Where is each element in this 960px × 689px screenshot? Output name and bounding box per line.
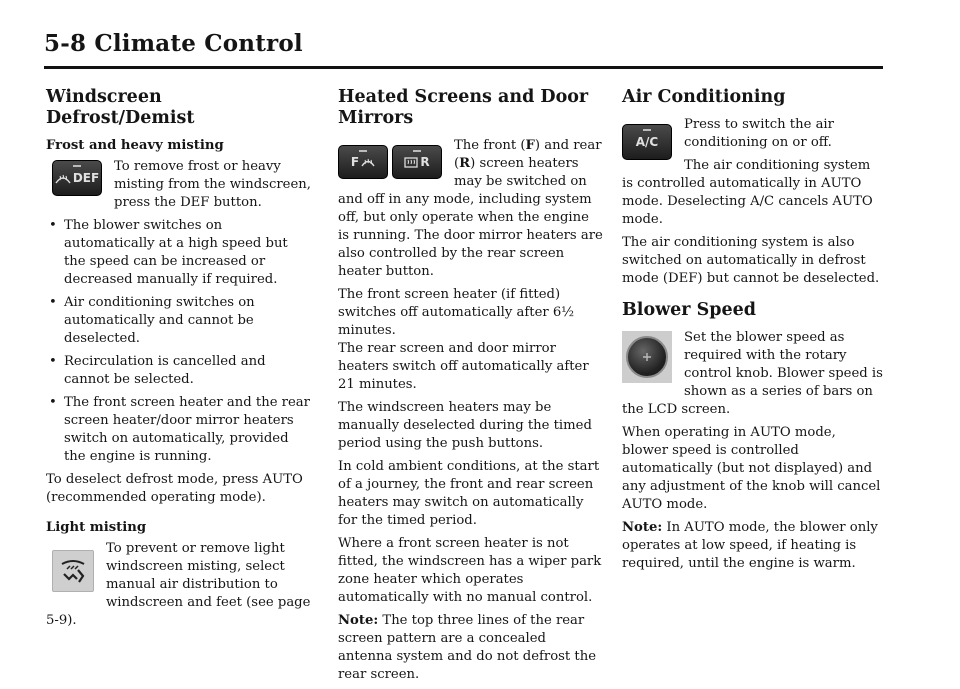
def-button-image: [52, 160, 102, 196]
windscreen-feet-airflow-icon: [58, 556, 88, 586]
ac-button-label: A/C: [635, 135, 659, 149]
bullet-item: • The front screen heater and the rear screen heater/door mirror heaters switch on automatically, provided the engine is running.: [46, 394, 311, 466]
rear-letter: R: [459, 156, 471, 171]
rear-heater-timer-text: The rear screen and door mirror heaters switch off automatically after 21 minutes.: [338, 341, 589, 392]
rotary-knob: [626, 336, 668, 378]
frost-subheading: Frost and heavy misting: [46, 138, 224, 153]
header-rule: [44, 66, 883, 69]
fan-icon: [642, 352, 652, 362]
page-header: 5-8 Climate Control: [44, 30, 303, 57]
front-letter: F: [525, 138, 535, 153]
blower-note: Note: In AUTO mode, the blower only operates at low speed, if heating is required, until the engine is warm.: [622, 520, 878, 571]
defrost-column: [46, 87, 311, 635]
def-button-label: DEF: [72, 171, 100, 185]
note-label: Note:: [622, 520, 663, 535]
defrost-heading: Windscreen Defrost/Demist: [46, 87, 195, 128]
blower-auto-text: When operating in AUTO mode, blower speed is controlled automatically (but not displayed) and any adjustment of the knob will cancel AUTO mode.: [622, 425, 881, 512]
ac-press-text: Press to switch the air conditioning on or off.: [684, 117, 834, 150]
ac-button-image: [622, 124, 672, 160]
ac-auto-text: The air conditioning system is controlled automatically in AUTO mode. Deselecting A/C cancels AUTO mode.: [622, 158, 873, 227]
heated-screens-heading: Heated Screens and Door Mirrors: [338, 87, 589, 128]
rear-heater-button-image: [392, 145, 442, 179]
bullet-item: • Recirculation is cancelled and cannot be selected.: [46, 353, 311, 389]
heated-screens-intro: The front (F) and rear (R) screen heaters may be switched on and off in any mode, including system off, but only operate when the engine is running. The door mirror heaters are also controlled by the rear screen heater button.: [338, 138, 603, 279]
defrost-bullets: [46, 217, 311, 466]
light-misting-subheading: Light misting: [46, 520, 147, 535]
wiper-park-text: Where a front screen heater is not fitted, the windscreen has a wiper park zone heater which operates automatically with no manual control.: [338, 536, 602, 605]
heated-screens-column: [338, 87, 604, 689]
windscreen-heat-icon: [55, 171, 71, 185]
bullet-item: • The blower switches on automatically at a high speed but the speed can be increased or decreased manually if required.: [46, 217, 311, 289]
rear-screen-heat-icon: [404, 156, 418, 168]
defrost-intro: To remove frost or heavy misting from the windscreen, press the DEF button.: [114, 159, 311, 210]
airflow-icon-image: [52, 550, 94, 592]
deselect-text: To deselect defrost mode, press AUTO (recommended operating mode).: [46, 472, 303, 505]
front-heater-timer-text: The front screen heater (if fitted) switches off automatically after 6½ minutes.: [338, 287, 575, 338]
cold-ambient-text: In cold ambient conditions, at the start of a journey, the front and rear screen heaters may switch on automatically for the timed period.: [338, 459, 600, 528]
note-label: Note:: [338, 613, 379, 628]
antenna-note: Note: The top three lines of the rear screen pattern are a concealed antenna system and do not defrost the rear screen.: [338, 613, 596, 682]
air-conditioning-heading: Air Conditioning: [622, 87, 786, 107]
blower-set-text: Set the blower speed as required with the rotary control knob. Blower speed is shown as a series of bars on the LCD screen.: [622, 330, 883, 417]
bullet-item: • Air conditioning switches on automatically and cannot be deselected.: [46, 294, 311, 348]
ac-defrost-text: The air conditioning system is also switched on automatically in defrost mode (DEF) but cannot be deselected.: [622, 235, 880, 286]
light-misting-text: To prevent or remove light windscreen misting, select manual air distribution to windscreen and feet (see page 5-9).: [46, 541, 311, 628]
heater-buttons-image: [338, 145, 442, 179]
manual-deselect-text: The windscreen heaters may be manually deselected during the timed period using the push buttons.: [338, 400, 592, 451]
air-conditioning-column: [622, 87, 884, 578]
front-screen-heat-icon: [361, 156, 375, 168]
front-button-label: F: [350, 155, 360, 169]
blower-knob-image: [622, 331, 672, 383]
blower-speed-heading: Blower Speed: [622, 300, 757, 320]
rear-button-label: R: [420, 155, 430, 169]
front-heater-button-image: [338, 145, 388, 179]
